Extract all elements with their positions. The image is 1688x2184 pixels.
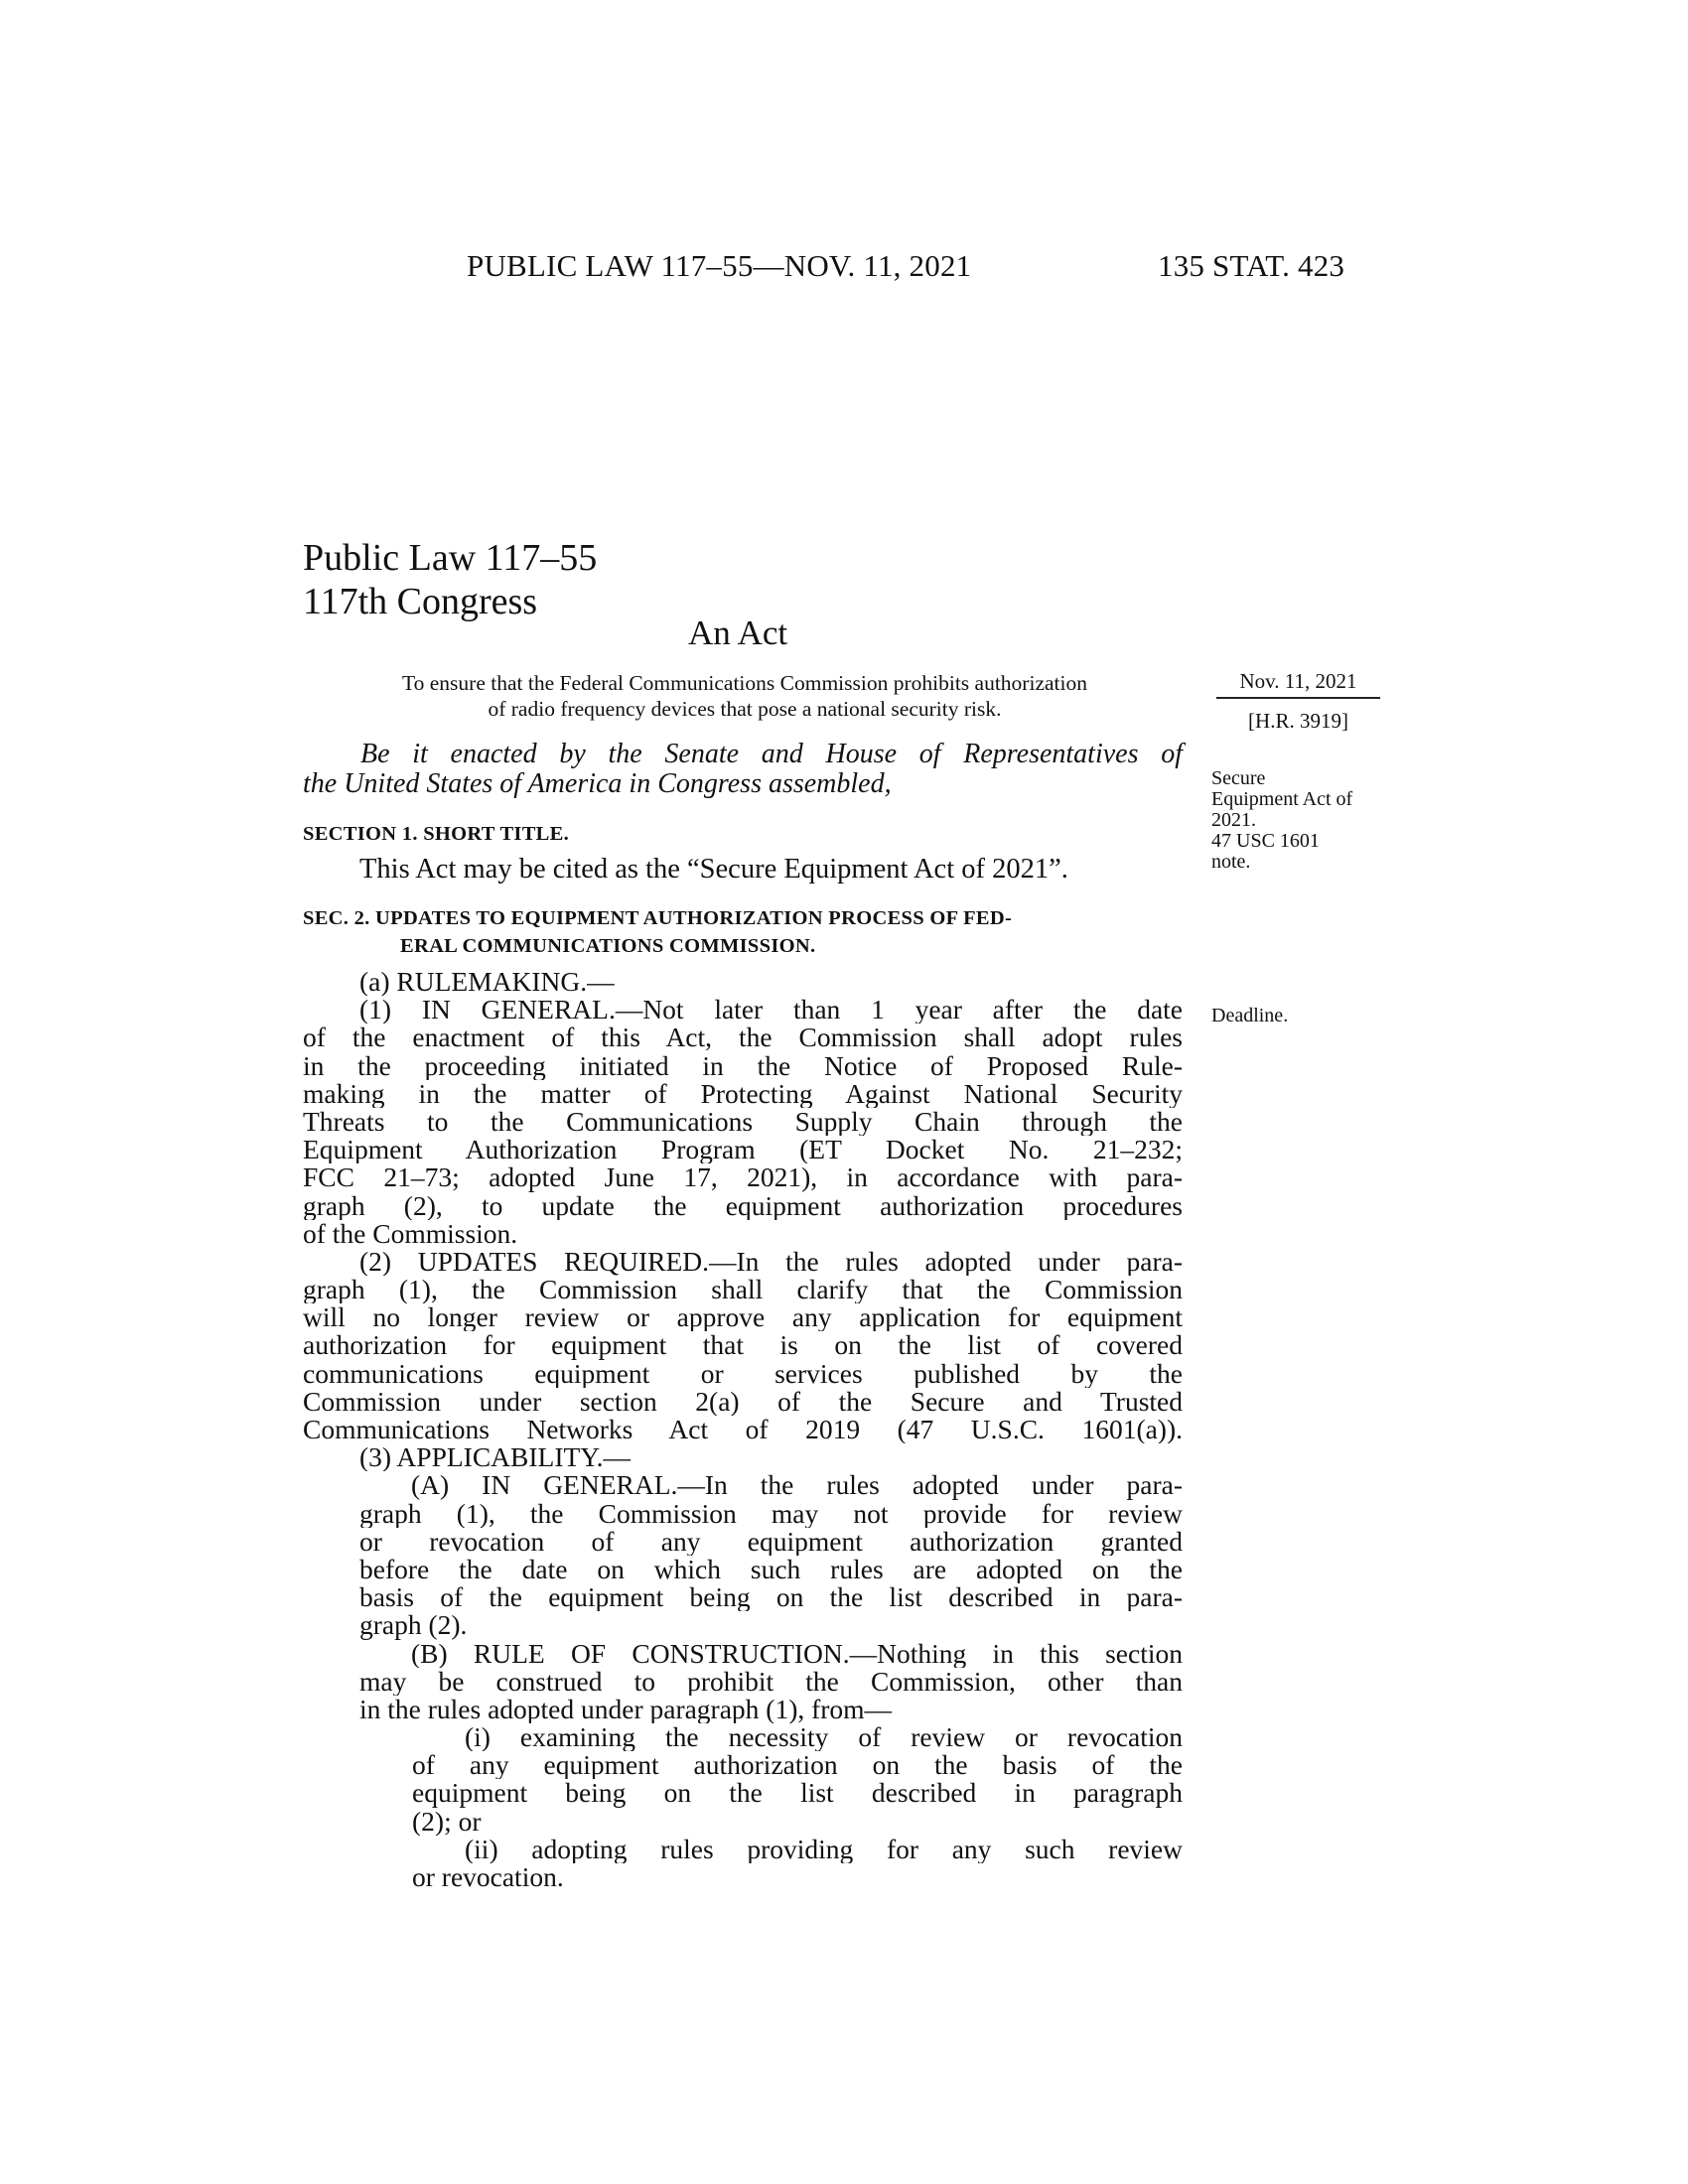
body-line: graph (1), the Commission may not provide for review [359, 1499, 1183, 1528]
margin-citation-line: 2021. [1211, 809, 1256, 831]
law-title [303, 536, 597, 623]
body-line: basis of the equipment being on the list described in para- [359, 1583, 1183, 1612]
purpose-clause [328, 670, 1162, 722]
purpose-line: To ensure that the Federal Communications Commission prohibits authorization [402, 671, 1087, 695]
body-line: or revocation of any equipment authorization granted [359, 1527, 1183, 1556]
margin-date: Nov. 11, 2021 [1216, 669, 1380, 699]
body-line: graph (2), to update the equipment authorization procedures [303, 1191, 1183, 1220]
body-line: (i) examining the necessity of review or revocation [465, 1723, 1183, 1752]
margin-citation-line: Equipment Act of [1211, 788, 1353, 810]
body-line: Threats to the Communications Supply Chain through the [303, 1107, 1183, 1137]
enacting-line: the United States of America in Congress assembled, [303, 768, 892, 799]
section-1-heading: SECTION 1. SHORT TITLE. [303, 823, 570, 845]
margin-bill-number: [H.R. 3919] [1248, 709, 1348, 733]
enacting-line: Be it enacted by the Senate and House of Representatives of [360, 739, 1183, 769]
body-line: in the rules adopted under paragraph (1), from— [359, 1695, 893, 1724]
margin-deadline: Deadline. [1211, 1005, 1289, 1026]
purpose-line: of radio frequency devices that pose a national security risk. [488, 697, 1002, 721]
body-line: communications equipment or services published by the [303, 1359, 1183, 1388]
running-head-left: PUBLIC LAW 117–55—NOV. 11, 2021 [467, 248, 972, 283]
law-number: Public Law 117–55 [303, 537, 598, 579]
margin-citation-line: Secure [1211, 767, 1266, 789]
body-line: will no longer review or approve any application for equipment [303, 1303, 1183, 1332]
body-line: equipment being on the list described in paragraph [412, 1779, 1183, 1808]
body-line: (a) RULEMAKING.— [359, 968, 615, 997]
enacting-clause [303, 740, 1183, 799]
section-2-heading-line: ERAL COMMUNICATIONS COMMISSION. [400, 935, 816, 957]
body-line: Communications Networks Act of 2019 (47 U.S.C. 1601(a)). [303, 1416, 1183, 1444]
margin-citation-line: 47 USC 1601 [1211, 830, 1320, 852]
running-head-right: 135 STAT. 423 [1158, 248, 1345, 283]
section-2-heading [303, 904, 1183, 960]
body-line: may be construed to prohibit the Commission, other than [359, 1667, 1183, 1696]
congress: 117th Congress [303, 581, 538, 622]
margin-citation [1211, 768, 1390, 873]
body-line: Commission under section 2(a) of the Secure and Trusted [303, 1387, 1183, 1416]
body-line: graph (1), the Commission shall clarify that the Commission [303, 1276, 1183, 1304]
margin-citation-line: note. [1211, 851, 1251, 873]
body-line: (2) UPDATES REQUIRED.—In the rules adopted under para- [359, 1247, 1183, 1277]
body-line: Equipment Authorization Program (ET Docket No. 21–232; [303, 1136, 1183, 1164]
body-line: making in the matter of Protecting Against National Security [303, 1079, 1183, 1108]
body-line: FCC 21–73; adopted June 17, 2021), in accordance with para- [303, 1163, 1183, 1192]
body-line: in the proceeding initiated in the Notice of Proposed Rule- [303, 1051, 1183, 1080]
body-line: graph (2). [359, 1611, 468, 1640]
body-line: or revocation. [412, 1863, 564, 1892]
body-line: of any equipment authorization on the basis of the [412, 1751, 1183, 1780]
body-line: (3) APPLICABILITY.— [359, 1443, 631, 1472]
section-2-heading-line: SEC. 2. UPDATES TO EQUIPMENT AUTHORIZATION PROCESS OF FED- [303, 907, 1013, 929]
section-2-body [303, 968, 1183, 1891]
body-line: of the enactment of this Act, the Commission shall adopt rules [303, 1024, 1183, 1052]
body-line: of the Commission. [303, 1219, 518, 1248]
body-line: (A) IN GENERAL.—In the rules adopted under para- [411, 1471, 1183, 1500]
act-heading: An Act [688, 614, 788, 652]
section-1-body: This Act may be cited as the “Secure Equipment Act of 2021”. [359, 854, 1068, 885]
body-line: (1) IN GENERAL.—Not later than 1 year after the date [359, 996, 1183, 1024]
body-line: before the date on which such rules are adopted on the [359, 1555, 1183, 1584]
body-line: (B) RULE OF CONSTRUCTION.—Nothing in this section [411, 1639, 1183, 1668]
body-line: (ii) adopting rules providing for any such review [465, 1835, 1183, 1863]
body-line: (2); or [412, 1807, 482, 1836]
body-line: authorization for equipment that is on the list of covered [303, 1331, 1183, 1360]
